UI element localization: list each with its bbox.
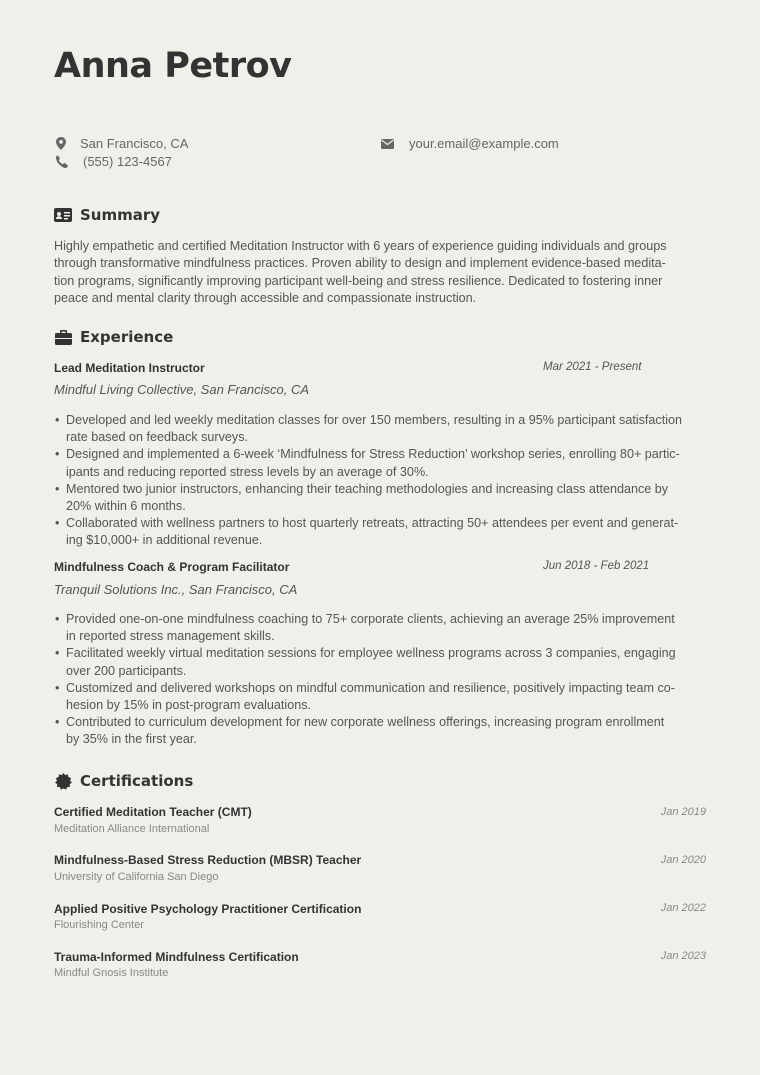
list-item: [54, 412, 710, 446]
cert-org: University of California San Diego: [54, 871, 219, 883]
job-bullet-list: [54, 611, 710, 749]
phone-icon: [54, 155, 68, 169]
list-item: [54, 611, 710, 645]
summary-heading: Summary: [80, 206, 161, 224]
cert-title: Certified Meditation Teacher (CMT): [54, 805, 252, 819]
bullet-line: hesion by 15% in post-program evaluations.: [66, 698, 312, 713]
email-link[interactable]: your.email@example.com: [409, 136, 559, 151]
summary-line: tion programs, significantly improving participant well-being and stress resilience. Dedicated to fostering inner: [54, 273, 663, 288]
experience-section-header: [54, 328, 173, 346]
map-pin-icon: [54, 137, 68, 151]
summary-line: through transformative mindfulness practices. Proven ability to design and implement evidence-based medita-: [54, 256, 666, 271]
bullet-line: by 35% in the first year.: [66, 732, 197, 747]
job-title: Mindfulness Coach & Program Facilitator: [54, 560, 290, 574]
contact-email[interactable]: [380, 136, 559, 151]
list-item: [54, 645, 710, 679]
bullet-line: Contributed to curriculum development for new corporate wellness offerings, increasing program enrollment: [66, 715, 665, 730]
candidate-name: Anna Petrov: [54, 46, 292, 86]
job-bullet-list: [54, 412, 710, 550]
cert-date: Jan 2019: [660, 806, 706, 818]
cert-date: Jan 2023: [660, 950, 706, 962]
bullet-line: 20% within 6 months.: [66, 499, 186, 514]
job-company: Mindful Living Collective, San Francisco, CA: [54, 382, 310, 397]
certificate-badge-icon: [54, 772, 72, 790]
list-item: [54, 446, 710, 480]
bullet-line: Facilitated weekly virtual meditation sessions for employee wellness programs across 3 companies, engaging: [66, 646, 676, 661]
bullet-line: Developed and led weekly meditation classes for over 150 members, resulting in a 95% participant satisfaction: [66, 413, 683, 427]
cert-title: Applied Positive Psychology Practitioner Certification: [54, 902, 362, 916]
job-company: Tranquil Solutions Inc., San Francisco, CA: [54, 582, 298, 597]
cert-date: Jan 2020: [660, 854, 706, 866]
job-title: Lead Meditation Instructor: [54, 361, 205, 375]
certifications-heading: Certifications: [80, 772, 194, 790]
envelope-icon: [380, 137, 394, 151]
cert-org: Mindful Gnosis Institute: [54, 967, 169, 979]
briefcase-icon: [54, 328, 72, 346]
bullet-line: ipants and reducing reported stress levels by an average of 30%.: [66, 464, 429, 479]
bullet-line: Provided one-on-one mindfulness coaching to 75+ corporate clients, achieving an average 25% improvement: [66, 612, 675, 626]
bullet-line: Mentored two junior instructors, enhancing their teaching methodologies and increasing class attendance by: [66, 481, 669, 496]
bullet-line: Designed and implemented a 6-week ‘Mindfulness for Stress Reduction’ workshop series, enrolling 80+ partic-: [66, 447, 680, 462]
job-dates: Mar 2021 - Present: [543, 361, 642, 373]
id-card-icon: [54, 206, 72, 224]
bullet-line: Customized and delivered workshops on mindful communication and resilience, positively impacting team co-: [66, 680, 675, 695]
contact-location: [54, 136, 188, 151]
bullet-line: over 200 participants.: [66, 663, 187, 678]
phone-text: (555) 123-4567: [83, 154, 172, 169]
list-item: [54, 481, 710, 515]
list-item: [54, 680, 710, 714]
bullet-line: ing $10,000+ in additional revenue.: [66, 533, 263, 548]
bullet-line: in reported stress management skills.: [66, 629, 275, 644]
list-item: [54, 714, 710, 748]
bullet-line: rate based on feedback surveys.: [66, 430, 249, 445]
summary-paragraph: [54, 238, 706, 307]
summary-line: Highly empathetic and certified Meditation Instructor with 6 years of experience guiding individuals and groups: [54, 239, 667, 253]
cert-title: Mindfulness-Based Stress Reduction (MBSR) Teacher: [54, 853, 362, 867]
cert-title: Trauma-Informed Mindfulness Certification: [54, 950, 299, 964]
certifications-section-header: [54, 772, 193, 790]
bullet-line: Collaborated with wellness partners to host quarterly retreats, attracting 50+ attendees per event and generat-: [66, 516, 679, 531]
job-dates: Jun 2018 - Feb 2021: [543, 560, 650, 572]
experience-heading: Experience: [80, 328, 174, 346]
contact-phone: [54, 154, 172, 169]
location-text: San Francisco, CA: [80, 136, 189, 151]
list-item: [54, 515, 710, 549]
summary-section-header: [54, 206, 160, 224]
summary-line: peace and mental clarity through accessible and compassionate instruction.: [54, 290, 477, 305]
cert-org: Flourishing Center: [54, 919, 144, 931]
cert-org: Meditation Alliance International: [54, 823, 210, 835]
cert-date: Jan 2022: [660, 902, 706, 914]
